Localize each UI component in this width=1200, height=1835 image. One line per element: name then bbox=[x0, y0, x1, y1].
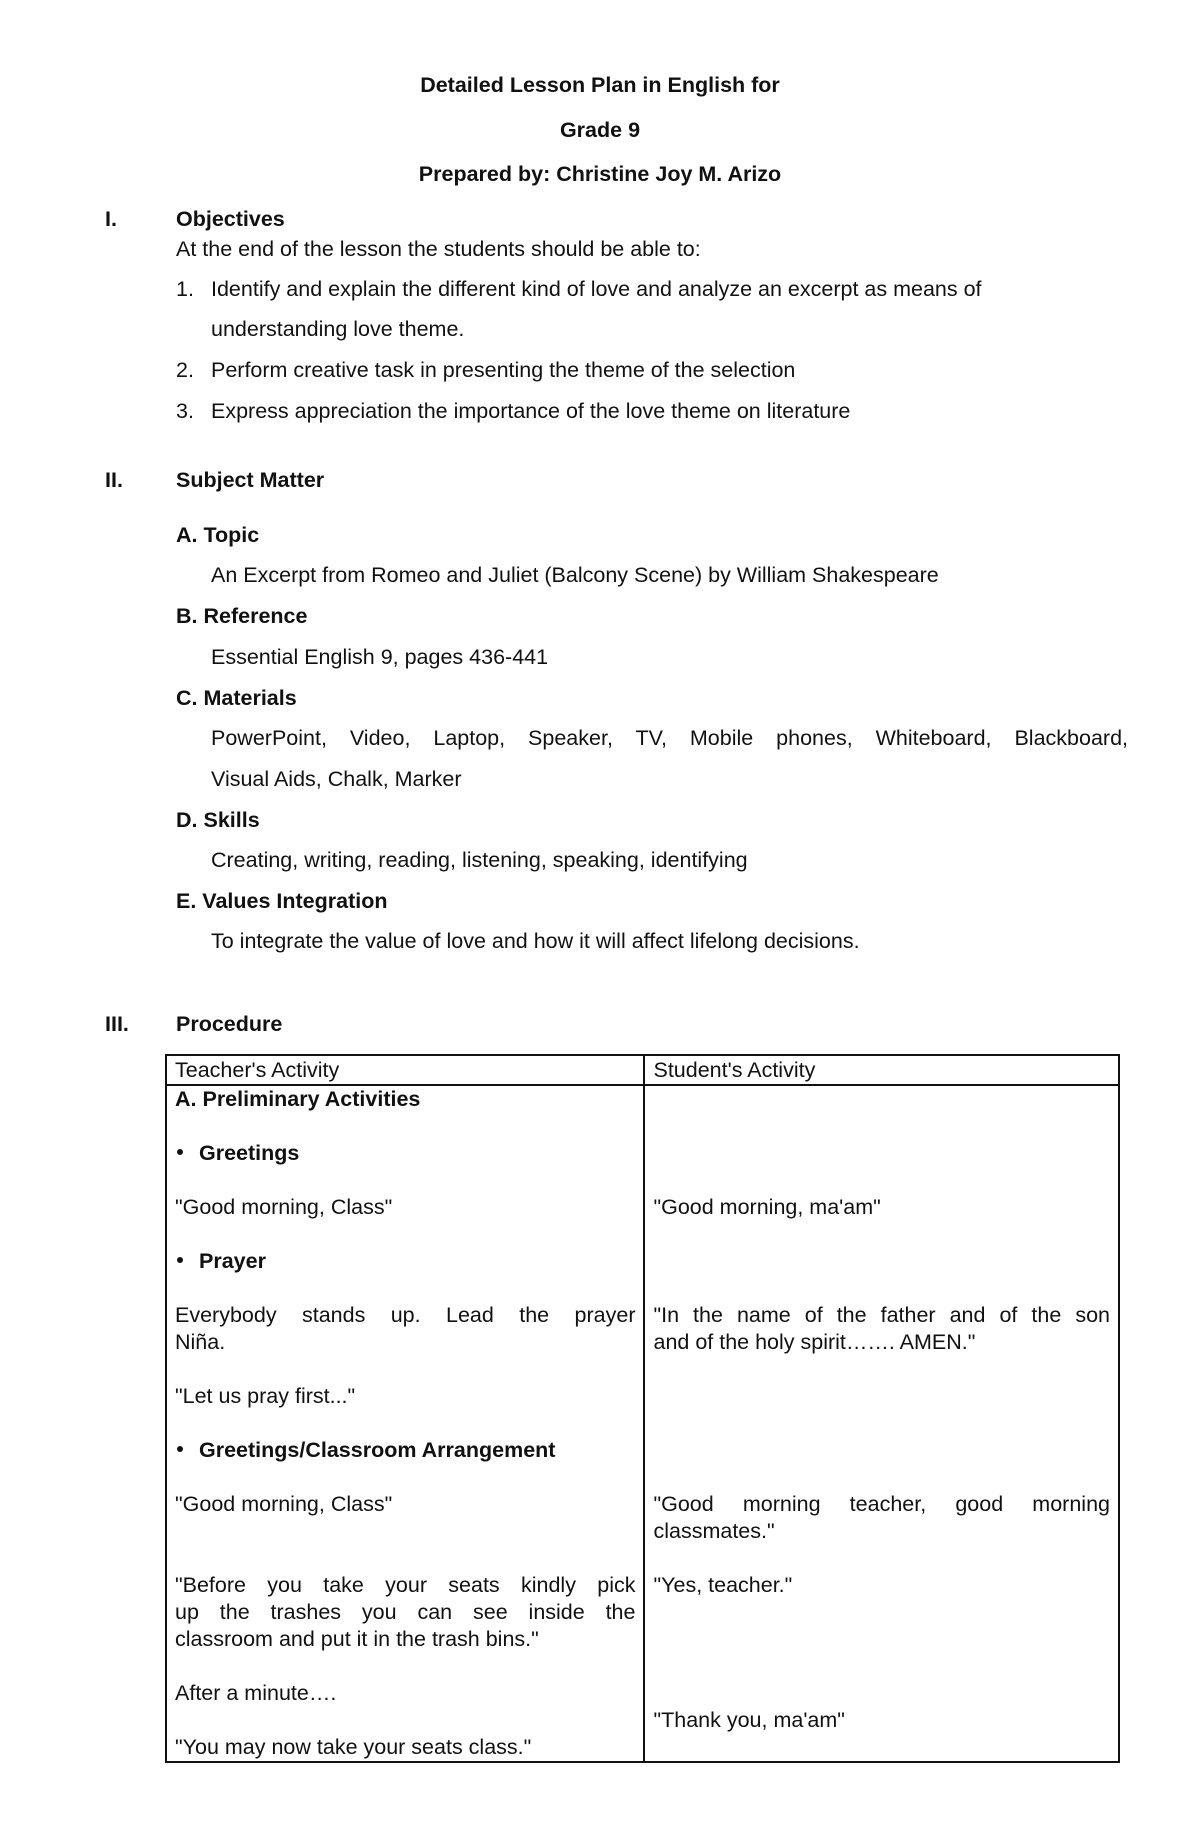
teacher-trash-line2: up the trashes you can see inside the bbox=[175, 1600, 636, 1624]
prayer-label: Prayer bbox=[199, 1249, 266, 1273]
teacher-trash-line3: classroom and put it in the trash bins." bbox=[175, 1627, 539, 1651]
greetings-item bbox=[175, 1140, 635, 1167]
skills-text: Creating, writing, reading, listening, speaking, identifying bbox=[211, 848, 748, 872]
reference-label: B. Reference bbox=[176, 604, 308, 628]
student-activity-cell bbox=[644, 1085, 1119, 1762]
greetings-label: Greetings bbox=[199, 1141, 300, 1165]
values-integration-text: To integrate the value of love and how it will affect lifelong decisions. bbox=[211, 929, 860, 953]
objective-text: Identify and explain the different kind of love and analyze an excerpt as means of bbox=[211, 277, 982, 301]
table-row bbox=[166, 1085, 1119, 1762]
reference-text: Essential English 9, pages 436-441 bbox=[211, 645, 549, 669]
objective-text: Perform creative task in presenting the theme of the selection bbox=[211, 358, 796, 382]
objective-text-continued: understanding love theme. bbox=[211, 317, 465, 341]
teacher-good-morning-2: "Good morning, Class" bbox=[175, 1492, 393, 1516]
greetings-arrangement-item bbox=[175, 1437, 635, 1464]
teacher-activity-cell bbox=[166, 1085, 644, 1762]
objective-text: Express appreciation the importance of the love theme on literature bbox=[211, 399, 851, 423]
document-title: Detailed Lesson Plan in English for bbox=[420, 73, 780, 97]
greetings-arrangement-label: Greetings/Classroom Arrangement bbox=[199, 1438, 556, 1462]
objective-number: 3. bbox=[176, 399, 194, 423]
prepared-by: Prepared by: Christine Joy M. Arizo bbox=[418, 162, 782, 186]
objectives-intro: At the end of the lesson the students should be able to: bbox=[176, 237, 701, 261]
grade-title: Grade 9 bbox=[559, 118, 641, 142]
student-prayer-line1: "In the name of the father and of the son bbox=[653, 1303, 1110, 1327]
bullet-icon bbox=[177, 1446, 183, 1452]
teacher-trash-line1: "Before you take your seats kindly pick bbox=[175, 1573, 636, 1597]
skills-label: D. Skills bbox=[176, 808, 260, 832]
bullet-icon bbox=[177, 1257, 183, 1263]
objective-number: 2. bbox=[176, 358, 194, 382]
section-numeral-subject-matter: II. bbox=[105, 468, 123, 492]
objective-number: 1. bbox=[176, 277, 194, 301]
teacher-take-seats: "You may now take your seats class." bbox=[175, 1735, 532, 1759]
teacher-after-minute: After a minute…. bbox=[175, 1681, 337, 1705]
section-numeral-objectives: I. bbox=[105, 207, 117, 231]
teacher-prayer-line1: Everybody stands up. Lead the prayer bbox=[175, 1303, 636, 1327]
student-thank-you: "Thank you, ma'am" bbox=[653, 1708, 845, 1732]
topic-label: A. Topic bbox=[176, 523, 260, 547]
table-header-row bbox=[166, 1055, 1119, 1085]
student-yes-teacher: "Yes, teacher." bbox=[653, 1573, 793, 1597]
topic-text: An Excerpt from Romeo and Juliet (Balcony Scene) by William Shakespeare bbox=[211, 563, 939, 587]
materials-text-continued: Visual Aids, Chalk, Marker bbox=[211, 767, 462, 791]
student-activity-header: Student's Activity bbox=[644, 1055, 1119, 1085]
subject-matter-heading: Subject Matter bbox=[176, 468, 325, 492]
materials-label: C. Materials bbox=[176, 686, 297, 710]
student-good-morning: "Good morning, ma'am" bbox=[653, 1195, 881, 1219]
bullet-icon bbox=[177, 1149, 183, 1155]
materials-text: PowerPoint, Video, Laptop, Speaker, TV, Mobile phones, Whiteboard, Blackboard, bbox=[211, 726, 1128, 750]
values-integration-label: E. Values Integration bbox=[176, 889, 388, 913]
student-good-morning-2-line2: classmates." bbox=[653, 1519, 775, 1543]
preliminary-activities-heading: A. Preliminary Activities bbox=[175, 1087, 421, 1111]
procedure-table bbox=[165, 1054, 1120, 1763]
prayer-item bbox=[175, 1248, 635, 1275]
student-good-morning-2-line1: "Good morning teacher, good morning bbox=[653, 1492, 1110, 1516]
student-prayer-line2: and of the holy spirit……. AMEN." bbox=[653, 1330, 976, 1354]
teacher-activity-header: Teacher's Activity bbox=[166, 1055, 644, 1085]
section-numeral-procedure: III. bbox=[105, 1012, 129, 1036]
teacher-let-us-pray: "Let us pray first..." bbox=[175, 1384, 356, 1408]
teacher-good-morning: "Good morning, Class" bbox=[175, 1195, 393, 1219]
teacher-prayer-line2: Niña. bbox=[175, 1330, 226, 1354]
procedure-heading: Procedure bbox=[176, 1012, 283, 1036]
objectives-heading: Objectives bbox=[176, 207, 285, 231]
